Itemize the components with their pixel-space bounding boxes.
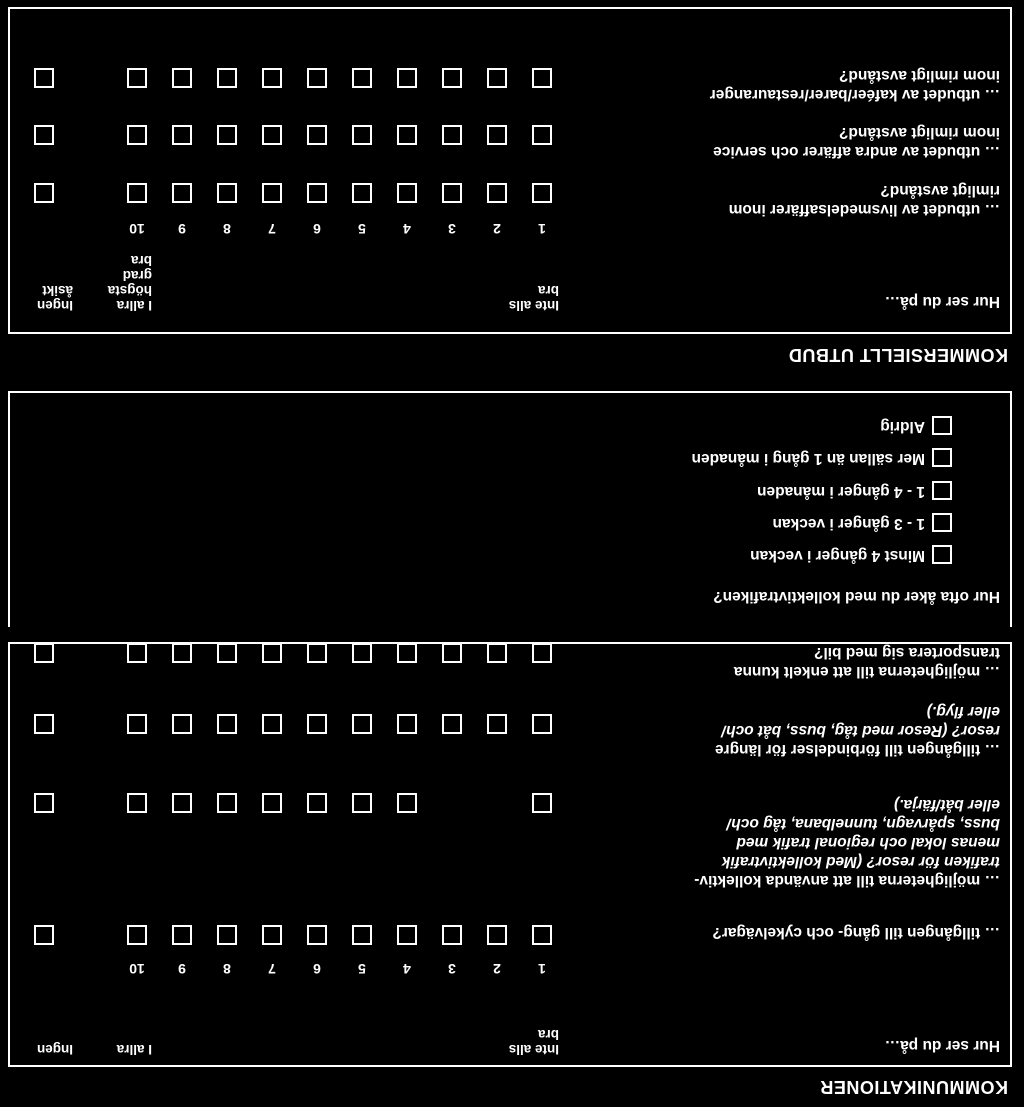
frequency-option-label: Mer sällan än 1 gång i månaden bbox=[691, 450, 925, 467]
frequency-option-checkbox[interactable] bbox=[932, 416, 952, 435]
no-opinion-checkbox[interactable] bbox=[34, 925, 54, 945]
rating-checkbox[interactable] bbox=[262, 714, 282, 734]
rating-checkbox[interactable] bbox=[397, 68, 417, 88]
rating-checkbox[interactable] bbox=[442, 68, 462, 88]
question-label: Hur ser du på… bbox=[884, 1037, 1000, 1054]
no-opinion-checkbox[interactable] bbox=[34, 125, 54, 145]
rating-checkbox[interactable] bbox=[532, 714, 552, 734]
rating-checkbox[interactable] bbox=[532, 125, 552, 145]
high-label-line3: grad bbox=[122, 268, 152, 283]
rating-checkbox[interactable] bbox=[172, 714, 192, 734]
row-question-note: trafiken för resor? (Med kollektivtrafik bbox=[721, 853, 1000, 870]
rating-checkbox[interactable] bbox=[442, 125, 462, 145]
row-question: … tillgången till gång- och cykelvägar? bbox=[712, 924, 1000, 941]
no-opinion-checkbox[interactable] bbox=[34, 793, 54, 813]
rating-checkbox[interactable] bbox=[127, 793, 147, 813]
rating-checkbox[interactable] bbox=[217, 183, 237, 203]
rating-checkbox[interactable] bbox=[262, 925, 282, 945]
rating-checkbox[interactable] bbox=[442, 643, 462, 663]
low-label-line1: Inte alls bbox=[508, 298, 559, 313]
row-question-note: buss, spårvagn, tunnelbana, tåg och/ bbox=[726, 815, 1000, 832]
rating-checkbox[interactable] bbox=[217, 643, 237, 663]
rating-checkbox[interactable] bbox=[172, 925, 192, 945]
frequency-option-label: Aldrig bbox=[880, 418, 925, 435]
no-opinion-checkbox[interactable] bbox=[34, 183, 54, 203]
scale-number: 1 bbox=[538, 961, 546, 977]
rating-checkbox[interactable] bbox=[442, 925, 462, 945]
high-label-line4: bra bbox=[130, 253, 152, 268]
rating-checkbox[interactable] bbox=[397, 183, 417, 203]
rating-checkbox[interactable] bbox=[127, 183, 147, 203]
kommersiellt-panel bbox=[8, 7, 1012, 334]
rating-checkbox[interactable] bbox=[397, 925, 417, 945]
scale-number: 1 bbox=[538, 221, 546, 237]
low-label-line2: bra bbox=[537, 1027, 559, 1042]
question-label: Hur ser du på… bbox=[884, 293, 1000, 310]
rating-checkbox[interactable] bbox=[217, 925, 237, 945]
rating-checkbox[interactable] bbox=[532, 793, 552, 813]
rating-checkbox[interactable] bbox=[307, 714, 327, 734]
no-opinion-checkbox[interactable] bbox=[34, 68, 54, 88]
rating-checkbox[interactable] bbox=[352, 714, 372, 734]
scale-number: 7 bbox=[268, 221, 276, 237]
no-opinion-checkbox[interactable] bbox=[34, 714, 54, 734]
row-question-note: eller flyg.) bbox=[926, 703, 1000, 720]
low-label-line1: Inte alls bbox=[508, 1042, 559, 1057]
rating-checkbox[interactable] bbox=[172, 68, 192, 88]
rating-checkbox[interactable] bbox=[172, 125, 192, 145]
scale-number: 5 bbox=[358, 961, 366, 977]
rating-checkbox[interactable] bbox=[127, 714, 147, 734]
rating-checkbox[interactable] bbox=[127, 125, 147, 145]
scale-number: 3 bbox=[448, 221, 456, 237]
scale-number: 10 bbox=[129, 961, 145, 977]
row-question: … utbudet av andra affärer och service bbox=[713, 143, 1000, 160]
row-question: … tillgången till förbindelser för längre bbox=[714, 741, 1000, 758]
scale-number: 7 bbox=[268, 961, 276, 977]
row-question-note: eller båt/färja.) bbox=[894, 796, 1000, 813]
row-question-note: menas lokal och regional trafik med bbox=[736, 834, 1000, 851]
scale-number: 8 bbox=[223, 221, 231, 237]
rating-checkbox[interactable] bbox=[442, 183, 462, 203]
low-label-line2: bra bbox=[537, 283, 559, 298]
frequency-option-checkbox[interactable] bbox=[932, 513, 952, 532]
rating-checkbox[interactable] bbox=[352, 183, 372, 203]
frequency-panel bbox=[8, 391, 1012, 627]
rating-checkbox[interactable] bbox=[532, 183, 552, 203]
rating-checkbox[interactable] bbox=[307, 125, 327, 145]
rating-checkbox[interactable] bbox=[532, 925, 552, 945]
frequency-option-checkbox[interactable] bbox=[932, 481, 952, 500]
frequency-option-label: 1 - 3 gånger i veckan bbox=[772, 515, 925, 532]
scale-number: 10 bbox=[129, 221, 145, 237]
frequency-option-label: Minst 4 gånger i veckan bbox=[750, 547, 925, 564]
rating-checkbox[interactable] bbox=[352, 643, 372, 663]
rating-checkbox[interactable] bbox=[532, 68, 552, 88]
row-question: rimligt avstånd? bbox=[880, 182, 1000, 199]
section-title-kommersiellt-utbud: KOMMERSIELLT UTBUD bbox=[788, 345, 1008, 365]
high-label-line1: I allra bbox=[116, 298, 152, 313]
rating-checkbox[interactable] bbox=[217, 125, 237, 145]
scale-number: 2 bbox=[493, 221, 501, 237]
row-question: … utbudet av kaféer/barer/restauranger bbox=[709, 86, 1000, 103]
rating-checkbox[interactable] bbox=[487, 68, 507, 88]
rating-checkbox[interactable] bbox=[442, 714, 462, 734]
row-question: inom rimligt avstånd? bbox=[838, 67, 1000, 84]
none-label-line1: Ingen bbox=[37, 298, 73, 313]
row-question: inom rimligt avstånd? bbox=[838, 124, 1000, 141]
scale-number: 6 bbox=[313, 961, 321, 977]
rating-checkbox[interactable] bbox=[307, 68, 327, 88]
rating-checkbox[interactable] bbox=[307, 793, 327, 813]
scale-number: 8 bbox=[223, 961, 231, 977]
scale-number: 6 bbox=[313, 221, 321, 237]
rating-checkbox[interactable] bbox=[262, 793, 282, 813]
scale-number: 3 bbox=[448, 961, 456, 977]
frequency-option-label: 1 - 4 gånger i månaden bbox=[757, 483, 925, 500]
rating-checkbox[interactable] bbox=[262, 68, 282, 88]
section-title-kommunikationer: KOMMUNIKATIONER bbox=[819, 1077, 1008, 1097]
rating-checkbox[interactable] bbox=[352, 925, 372, 945]
row-question: transportera sig med bil? bbox=[813, 644, 1000, 661]
row-question-note: resor? (Resor med tåg, buss, båt och/ bbox=[721, 722, 1000, 739]
rating-checkbox[interactable] bbox=[217, 68, 237, 88]
high-label-line1: I allra bbox=[116, 1042, 152, 1057]
rating-checkbox[interactable] bbox=[532, 643, 552, 663]
frequency-option-checkbox[interactable] bbox=[932, 545, 952, 564]
rating-checkbox[interactable] bbox=[487, 183, 507, 203]
rating-checkbox[interactable] bbox=[352, 125, 372, 145]
rating-checkbox[interactable] bbox=[127, 925, 147, 945]
rating-checkbox[interactable] bbox=[172, 793, 192, 813]
scale-number: 5 bbox=[358, 221, 366, 237]
kommunikationer-panel bbox=[8, 642, 1012, 1067]
rating-checkbox[interactable] bbox=[262, 183, 282, 203]
scale-number: 9 bbox=[178, 221, 186, 237]
rating-checkbox[interactable] bbox=[262, 125, 282, 145]
rating-checkbox[interactable] bbox=[397, 714, 417, 734]
rating-checkbox[interactable] bbox=[397, 793, 417, 813]
rating-checkbox[interactable] bbox=[172, 183, 192, 203]
rating-checkbox[interactable] bbox=[487, 125, 507, 145]
rating-checkbox[interactable] bbox=[352, 68, 372, 88]
rating-checkbox[interactable] bbox=[307, 925, 327, 945]
scale-number: 4 bbox=[403, 961, 411, 977]
rating-checkbox[interactable] bbox=[307, 643, 327, 663]
rating-checkbox[interactable] bbox=[352, 793, 372, 813]
rating-checkbox[interactable] bbox=[487, 925, 507, 945]
rating-checkbox[interactable] bbox=[127, 643, 147, 663]
rating-checkbox[interactable] bbox=[127, 68, 147, 88]
rating-checkbox[interactable] bbox=[397, 125, 417, 145]
no-opinion-checkbox[interactable] bbox=[34, 643, 54, 663]
rating-checkbox[interactable] bbox=[217, 714, 237, 734]
rating-checkbox[interactable] bbox=[307, 183, 327, 203]
scale-number: 9 bbox=[178, 961, 186, 977]
rating-checkbox[interactable] bbox=[487, 714, 507, 734]
scale-number: 4 bbox=[403, 221, 411, 237]
frequency-option-checkbox[interactable] bbox=[932, 448, 952, 467]
row-question: … möjligheterna till att enkelt kunna bbox=[733, 663, 1000, 680]
frequency-question: Hur ofta åker du med kollektivtrafiken? bbox=[713, 588, 1000, 605]
high-label-line2: högsta bbox=[107, 283, 152, 298]
rating-checkbox[interactable] bbox=[262, 643, 282, 663]
rating-checkbox[interactable] bbox=[397, 643, 417, 663]
rating-checkbox[interactable] bbox=[487, 643, 507, 663]
row-question: … utbudet av livsmedelsaffärer inom bbox=[728, 201, 1000, 218]
none-label-line2: åsikt bbox=[42, 283, 73, 298]
none-label-line1: Ingen bbox=[37, 1042, 73, 1057]
row-question: … möjligheterna till att använda kollektiv- bbox=[694, 872, 1000, 889]
rating-checkbox[interactable] bbox=[172, 643, 192, 663]
rating-checkbox[interactable] bbox=[217, 793, 237, 813]
scale-number: 2 bbox=[493, 961, 501, 977]
